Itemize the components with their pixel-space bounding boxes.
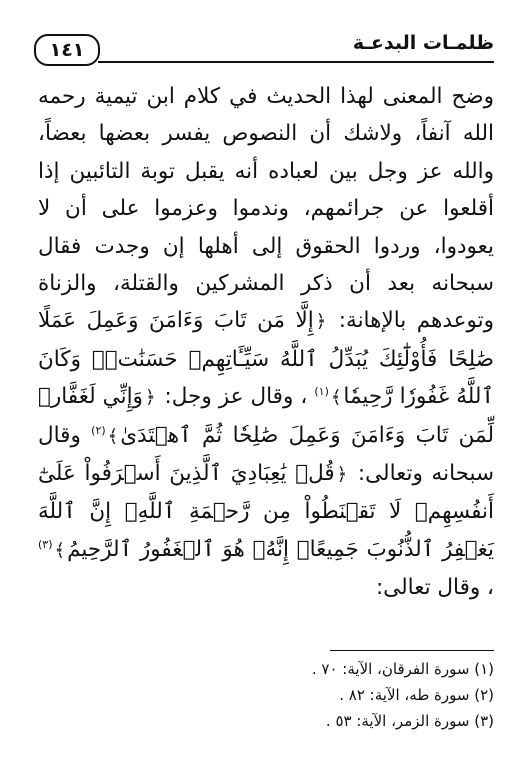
footnote-3: (٣) سورة الزمر، الآية: ٥٣ . (325, 712, 494, 730)
footnote-2: (٢) سورة طه، الآية: ٨٢ . (339, 686, 494, 704)
footnote-1: (١) سورة الفرقان، الآية: ٧٠ . (311, 660, 494, 678)
footnote-ref-1[interactable]: (١) (314, 385, 329, 399)
footnote-ref-2[interactable]: (٢) (91, 423, 106, 437)
footnotes (38, 656, 494, 734)
quran-open-bracket: ﴿ (144, 387, 156, 409)
header-rule (98, 61, 494, 63)
quran-close-bracket: ﴾ (330, 387, 342, 409)
page-number: ١٤١ (34, 34, 100, 66)
quran-verse-2: وَإِنِّي لَغَفَّارٞ لِّمَن تَابَ وَءَامَنَ وَعَمِلَ صَٰلِحٗا ثُمَّ ٱهۡتَدَىٰ (38, 384, 494, 448)
quran-open-bracket: ﴿ (336, 464, 348, 486)
connector-text-1: ، وقال عز وجل: (164, 384, 308, 410)
quran-close-bracket: ﴾ (54, 539, 66, 561)
page-header (34, 28, 494, 68)
footnote-separator (330, 650, 494, 651)
footnote-ref-3[interactable]: (٣) (38, 537, 53, 551)
paragraph-text: وضح المعنى لهذا الحديث في كلام ابن تيمية رحمه الله آنفاً، ولاشك أن النصوص يفسر بعضها بعضاً، والله عز وجل بين لعباده أنه يقبل توبة التائبين إذا أقلعوا عن جرائمهم، وندموا وعزموا على أن لا يعودوا، وردوا الحقوق إلى أهلها إن وجدت فقال سبحانه بعد أن ذكر المشركين والقتلة، والزناة وتوعدهم بالإهانة: (38, 84, 494, 334)
quran-close-bracket: ﴾ (107, 425, 119, 447)
quran-verse-3: قُلۡ يَٰعِبَادِيَ ٱلَّذِينَ أَسۡرَفُواْ عَلَىٰٓ أَنفُسِهِمۡ لَا تَقۡنَطُواْ مِن رَّحۡمَةِ ٱللَّهِۚ إِنَّ ٱللَّهَ يَغۡفِرُ ٱلذُّنُوبَ جَمِيعًاۚ إِنَّهُۥ هُوَ ٱلۡغَفُورُ ٱلرَّحِيمُ (38, 461, 494, 562)
quran-open-bracket: ﴿ (315, 311, 327, 333)
quran-verse-1: إِلَّا مَن تَابَ وَءَامَنَ وَعَمِلَ عَمَلًا صَٰلِحًا فَأُوْلَٰٓئِكَ يُبَدِّلُ ٱللَّهُ سَيِّـَٔاتِهِمۡ حَسَنَٰتٖۗ وَكَانَ ٱللَّهُ غَفُورٗا رَّحِيمٗا (38, 308, 495, 410)
running-title: ظلمـات البدعـة (352, 32, 494, 54)
connector-text-3: ، وقال تعالى: (375, 575, 494, 601)
connector-text-2: وقال سبحانه وتعالى: (38, 422, 494, 487)
main-text (38, 78, 494, 607)
